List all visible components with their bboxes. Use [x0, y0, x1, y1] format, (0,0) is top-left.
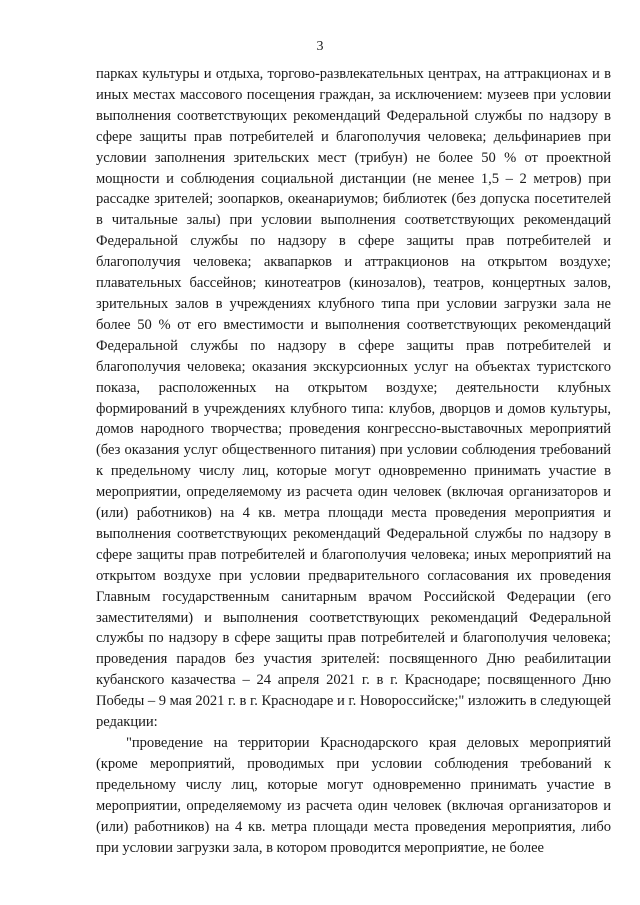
page-number: 3 — [316, 39, 324, 54]
paragraph-continuation: парках культуры и отдыха, торгово-развлекательных центрах, на аттракционах и в иных местах массового посещения граждан, за исключением: музеев при условии выполнения соответствующих рекомендаций Федеральной службы по надзору в сфере защиты прав потребителей и благополучия человека; дельфинариев при условии заполнения зрительских мест (трибун) не более 50 % от проектной мощности и соблюдения социальной дистанции (не менее 1,5 – 2 метров) при рассадке зрителей; зоопарков, океанариумов; библиотек (без допуска посетителей в читальные залы) при условии выполнения соответствующих рекомендаций Федеральной службы по надзору в сфере защиты прав потребителей и благополучия человека; аквапарков и аттракционов на открытом воздухе; плавательных бассейнов; кинотеатров (кинозалов), театров, концертных залов, зрительных залов в учреждениях клубного типа при условии загрузки зала не более 50 % от его вместимости и выполнения соответствующих рекомендаций Федеральной службы по надзору в сфере защиты прав потребителей и благополучия человека; оказания экскурсионных услуг на объектах туристского показа, расположенных на открытом воздухе; деятельности клубных формирований в учреждениях клубного типа: клубов, дворцов и домов культуры, домов народного творчества; проведения конгрессно-выставочных мероприятий (без оказания услуг общественного питания) при условии соблюдения требований к предельному числу лиц, которые могут одновременно принимать участие в мероприятии, определяемому из расчета один человек (включая организаторов и (или) работников) на 4 кв. метра площади места проведения мероприятия и выполнения соответствующих рекомендаций Федеральной службы по надзору в сфере защиты прав потребителей и благополучия человека; иных мероприятий на открытом воздухе при условии предварительного согласования их проведения Главным государственным санитарным врачом Российской Федерации (его заместителями) и выполнения соответствующих рекомендаций Федеральной службы по надзору в сфере защиты прав потребителей и благополучия человека; проведения парадов без участия зрителей: посвященного Дню реабилитации кубанского казачества – 24 апреля 2021 г. в г. Краснодаре; посвященного Дню Победы – 9 мая 2021 г. в г. Краснодаре и г. Новороссийске;" изложить в следующей редакции: — [96, 66, 611, 731]
document-body — [96, 64, 611, 858]
paragraph-new-wording: "проведение на территории Краснодарского края деловых мероприятий (кроме мероприятий, проводимых при условии соблюдения требований к предельному числу лиц, которые могут одновременно принимать участие в мероприятии, определяемому из расчета один человек (включая организаторов и (или) работников) на 4 кв. метра площади места проведения мероприятия, либо при условии загрузки зала, в котором проводится мероприятие, не более — [96, 735, 611, 856]
